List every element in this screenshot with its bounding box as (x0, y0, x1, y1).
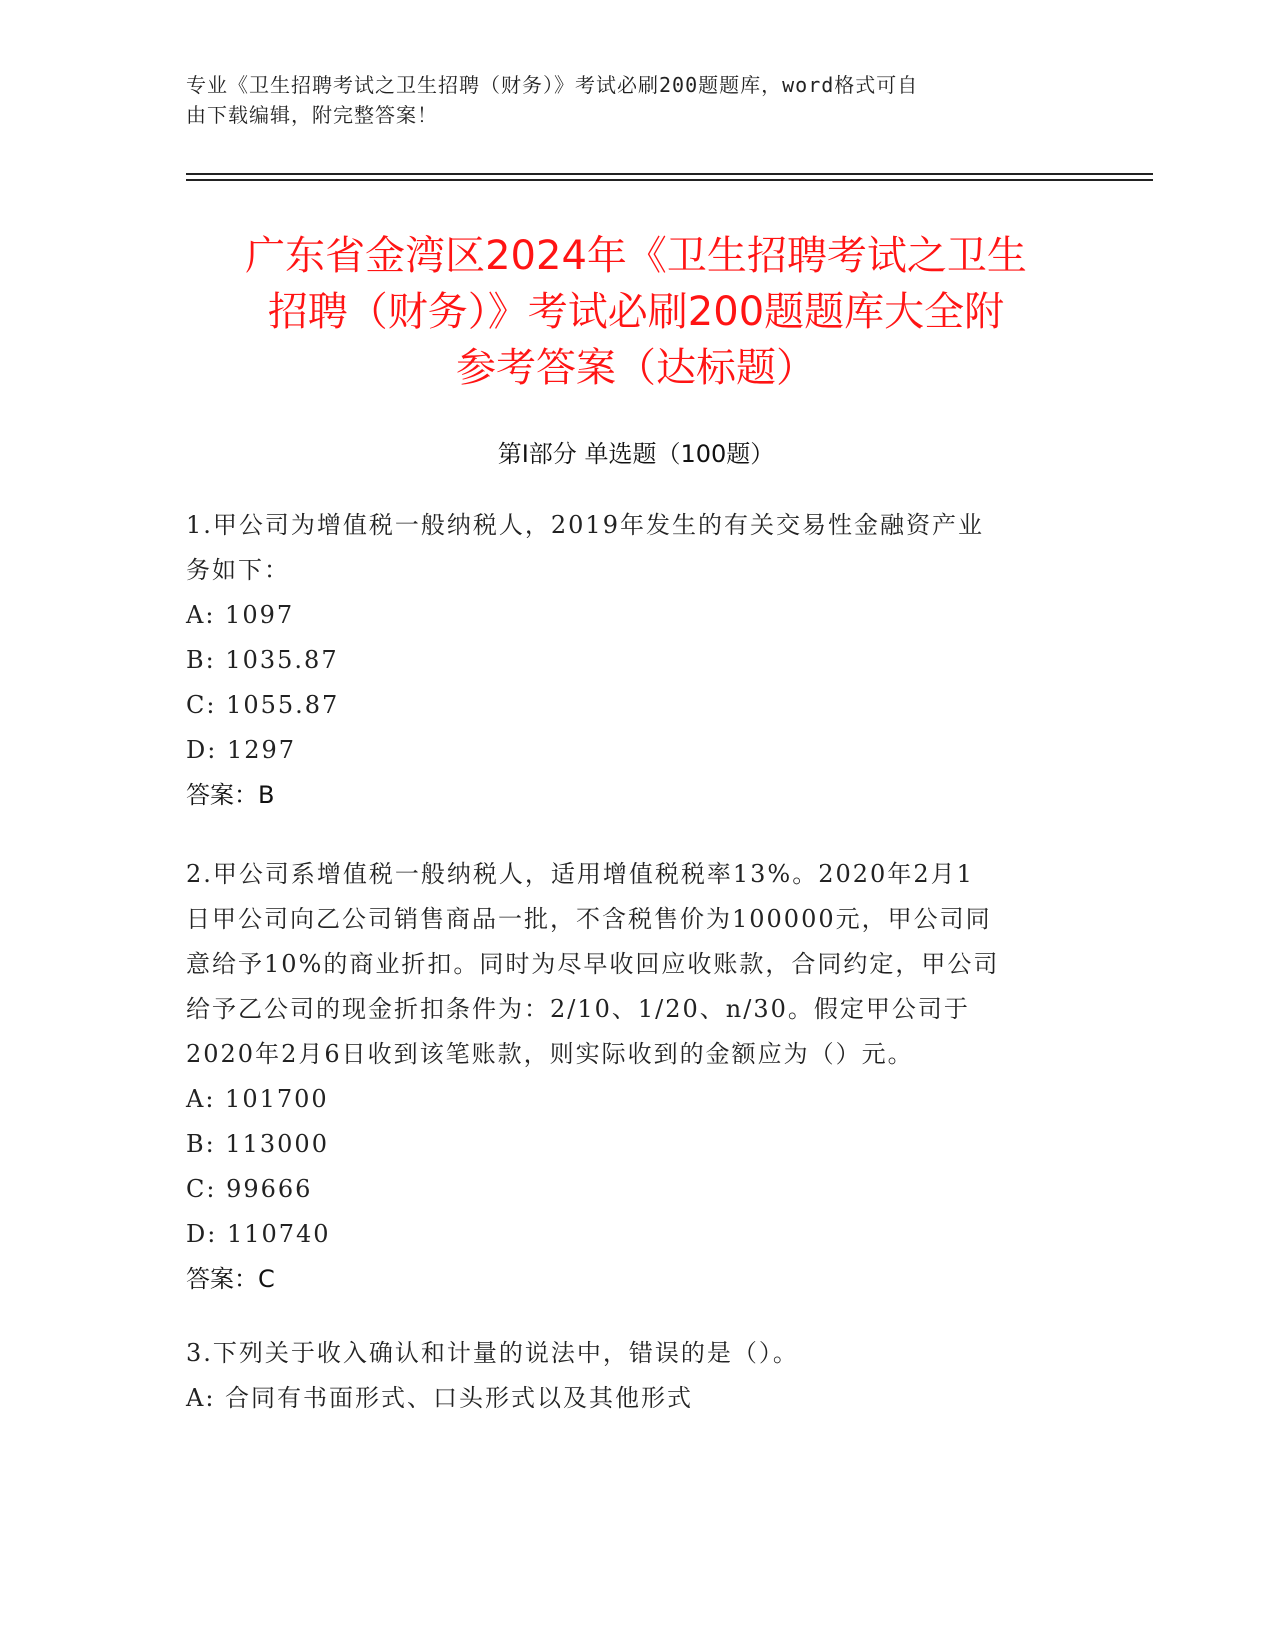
option-d: D: 110740 (186, 1220, 331, 1248)
section-title: 第Ⅰ部分 单选题（100题） (497, 440, 775, 468)
question-stem-line: 1.甲公司为增值税一般纳税人，2019年发生的有关交易性金融资产业 (186, 511, 984, 539)
question-stem-line: 日甲公司向乙公司销售商品一批，不含税售价为100000元，甲公司同 (186, 905, 992, 933)
question-stem-line: 务如下： (186, 556, 290, 584)
option-b: B: 113000 (186, 1130, 329, 1158)
title-line: 参考答案（达标题） (456, 345, 816, 391)
question-1 (186, 503, 1086, 818)
header-divider-thin (186, 173, 1153, 175)
question-stem-line: 2.甲公司系增值税一般纳税人，适用增值税税率13%。2020年2月1 (186, 860, 974, 888)
question-3 (186, 1331, 1086, 1421)
intro-line: 专业《卫生招聘考试之卫生招聘（财务）》考试必刷200题题库，word格式可自 (186, 73, 919, 97)
option-d: D: 1297 (186, 736, 297, 764)
question-stem-line: 意给予10%的商业折扣。同时为尽早收回应收账款，合同约定，甲公司 (186, 950, 1000, 978)
answer-label: 答案：C (186, 1265, 275, 1293)
option-c: C: 99666 (186, 1175, 313, 1203)
intro-line: 由下载编辑，附完整答案！ (186, 103, 438, 127)
title-line: 招聘（财务）》考试必刷200题题库大全附 (267, 289, 1005, 335)
question-stem-line: 2020年2月6日收到该笔账款，则实际收到的金额应为（）元。 (186, 1040, 914, 1068)
question-stem-line: 3.下列关于收入确认和计量的说法中，错误的是（）。 (186, 1339, 799, 1367)
answer-label: 答案：B (186, 781, 275, 809)
option-a: A: 1097 (186, 601, 295, 629)
question-stem-line: 给予乙公司的现金折扣条件为：2/10、1/20、n/30。假定甲公司于 (186, 995, 970, 1023)
option-c: C: 1055.87 (186, 691, 340, 719)
option-a: A: 合同有书面形式、口头形式以及其他形式 (186, 1384, 694, 1412)
question-2 (186, 852, 1086, 1302)
title-line: 广东省金湾区2024年《卫生招聘考试之卫生 (245, 233, 1027, 279)
document-title (186, 228, 1086, 396)
option-b: B: 1035.87 (186, 646, 339, 674)
header-divider-thick (186, 179, 1153, 181)
intro-text (186, 70, 1086, 130)
option-a: A: 101700 (186, 1085, 329, 1113)
